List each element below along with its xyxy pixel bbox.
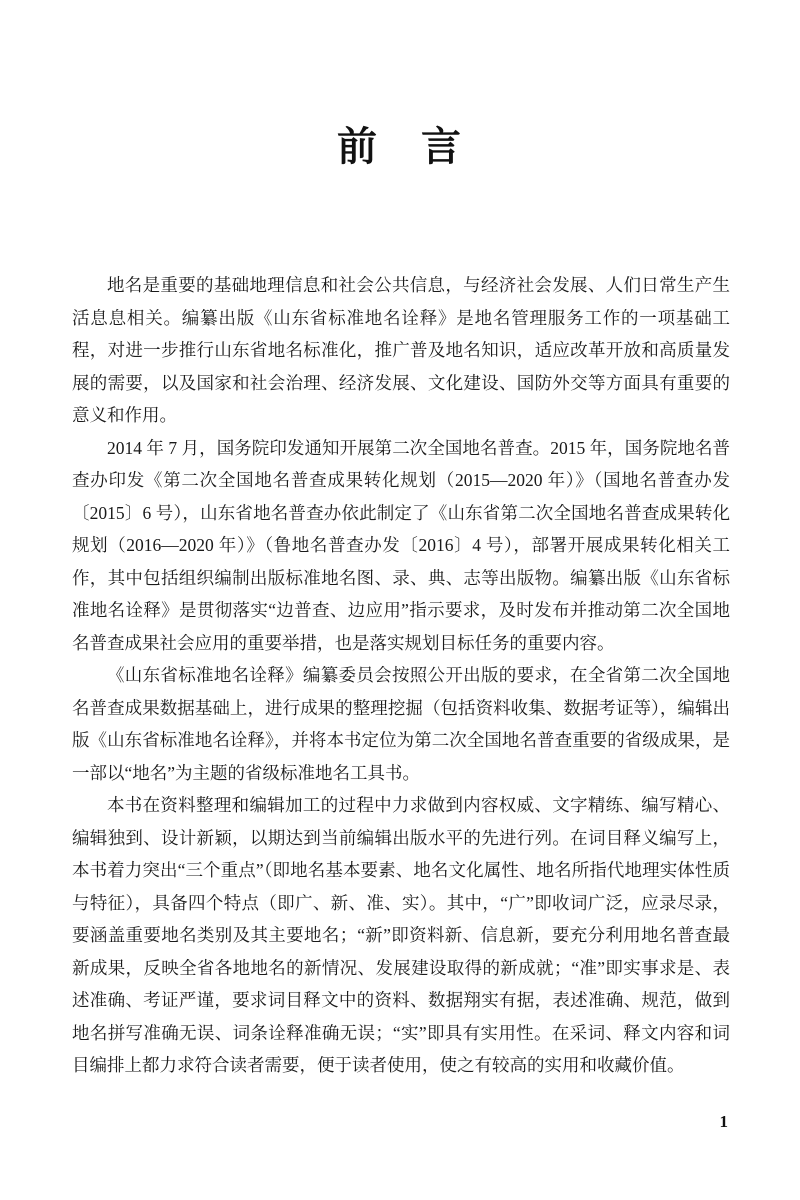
paragraph: 地名是重要的基础地理信息和社会公共信息，与经济社会发展、人们日常生产生活息息相关。编纂出版《山东省标准地名诠释》是地名管理服务工作的一项基础工程，对进一步推行山东省地名标准化，推广普及地名知识，适应改革开放和高质量发展的需要，以及国家和社会治理、经济发展、文化建设、国防外交等方面具有重要的意义和作用。	[72, 275, 730, 425]
paragraph: 本书在资料整理和编辑加工的过程中力求做到内容权威、文字精练、编写精心、编辑独到、设计新颖，以期达到当前编辑出版水平的先进行列。在词目释义编写上，本书着力突出“三个重点”（即地名基本要素、地名文化属性、地名所指代地理实体性质与特征），具备四个特点（即广、新、准、实）。其中，“广”即收词广泛，应录尽录，要涵盖重要地名类别及其主要地名；“新”即资料新、信息新，要充分利用地名普查最新成果，反映全省各地地名的新情况、发展建设取得的新成就；“准”即实事求是、表述准确、考证严谨，要求词目释文中的资料、数据翔实有据，表述准确、规范，做到地名拼写准确无误、词条诠释准确无误；“实”即具有实用性。在采词、释文内容和词目编排上都力求符合读者需要，便于读者使用，使之有较高的实用和收藏价值。	[72, 795, 730, 1075]
paragraph: 2014 年 7 月，国务院印发通知开展第二次全国地名普查。2015 年，国务院地名普查办印发《第二次全国地名普查成果转化规划（2015—2020 年）》（国地名普查办发〔2015〕6 号），山东省地名普查办依此制定了《山东省第二次全国地名普查成果转化规划（2016—2020 年）》（鲁地名普查办发〔2016〕4 号），部署开展成果转化相关工作，其中包括组织编制出版标准地名图、录、典、志等出版物。编纂出版《山东省标准地名诠释》是贯彻落实“边普查、边应用”指示要求，及时发布并推动第二次全国地名普查成果社会应用的重要举措，也是落实规划目标任务的重要内容。	[72, 437, 730, 653]
page-number: 1	[719, 1112, 728, 1131]
page-title: 前 言	[337, 124, 463, 169]
preface-body	[72, 269, 730, 1082]
paragraph: 《山东省标准地名诠释》编纂委员会按照公开出版的要求，在全省第二次全国地名普查成果数据基础上，进行成果的整理挖掘（包括资料收集、数据考证等），编辑出版《山东省标准地名诠释》，并将本书定位为第二次全国地名普查重要的省级成果，是一部以“地名”为主题的省级标准地名工具书。	[72, 665, 730, 783]
